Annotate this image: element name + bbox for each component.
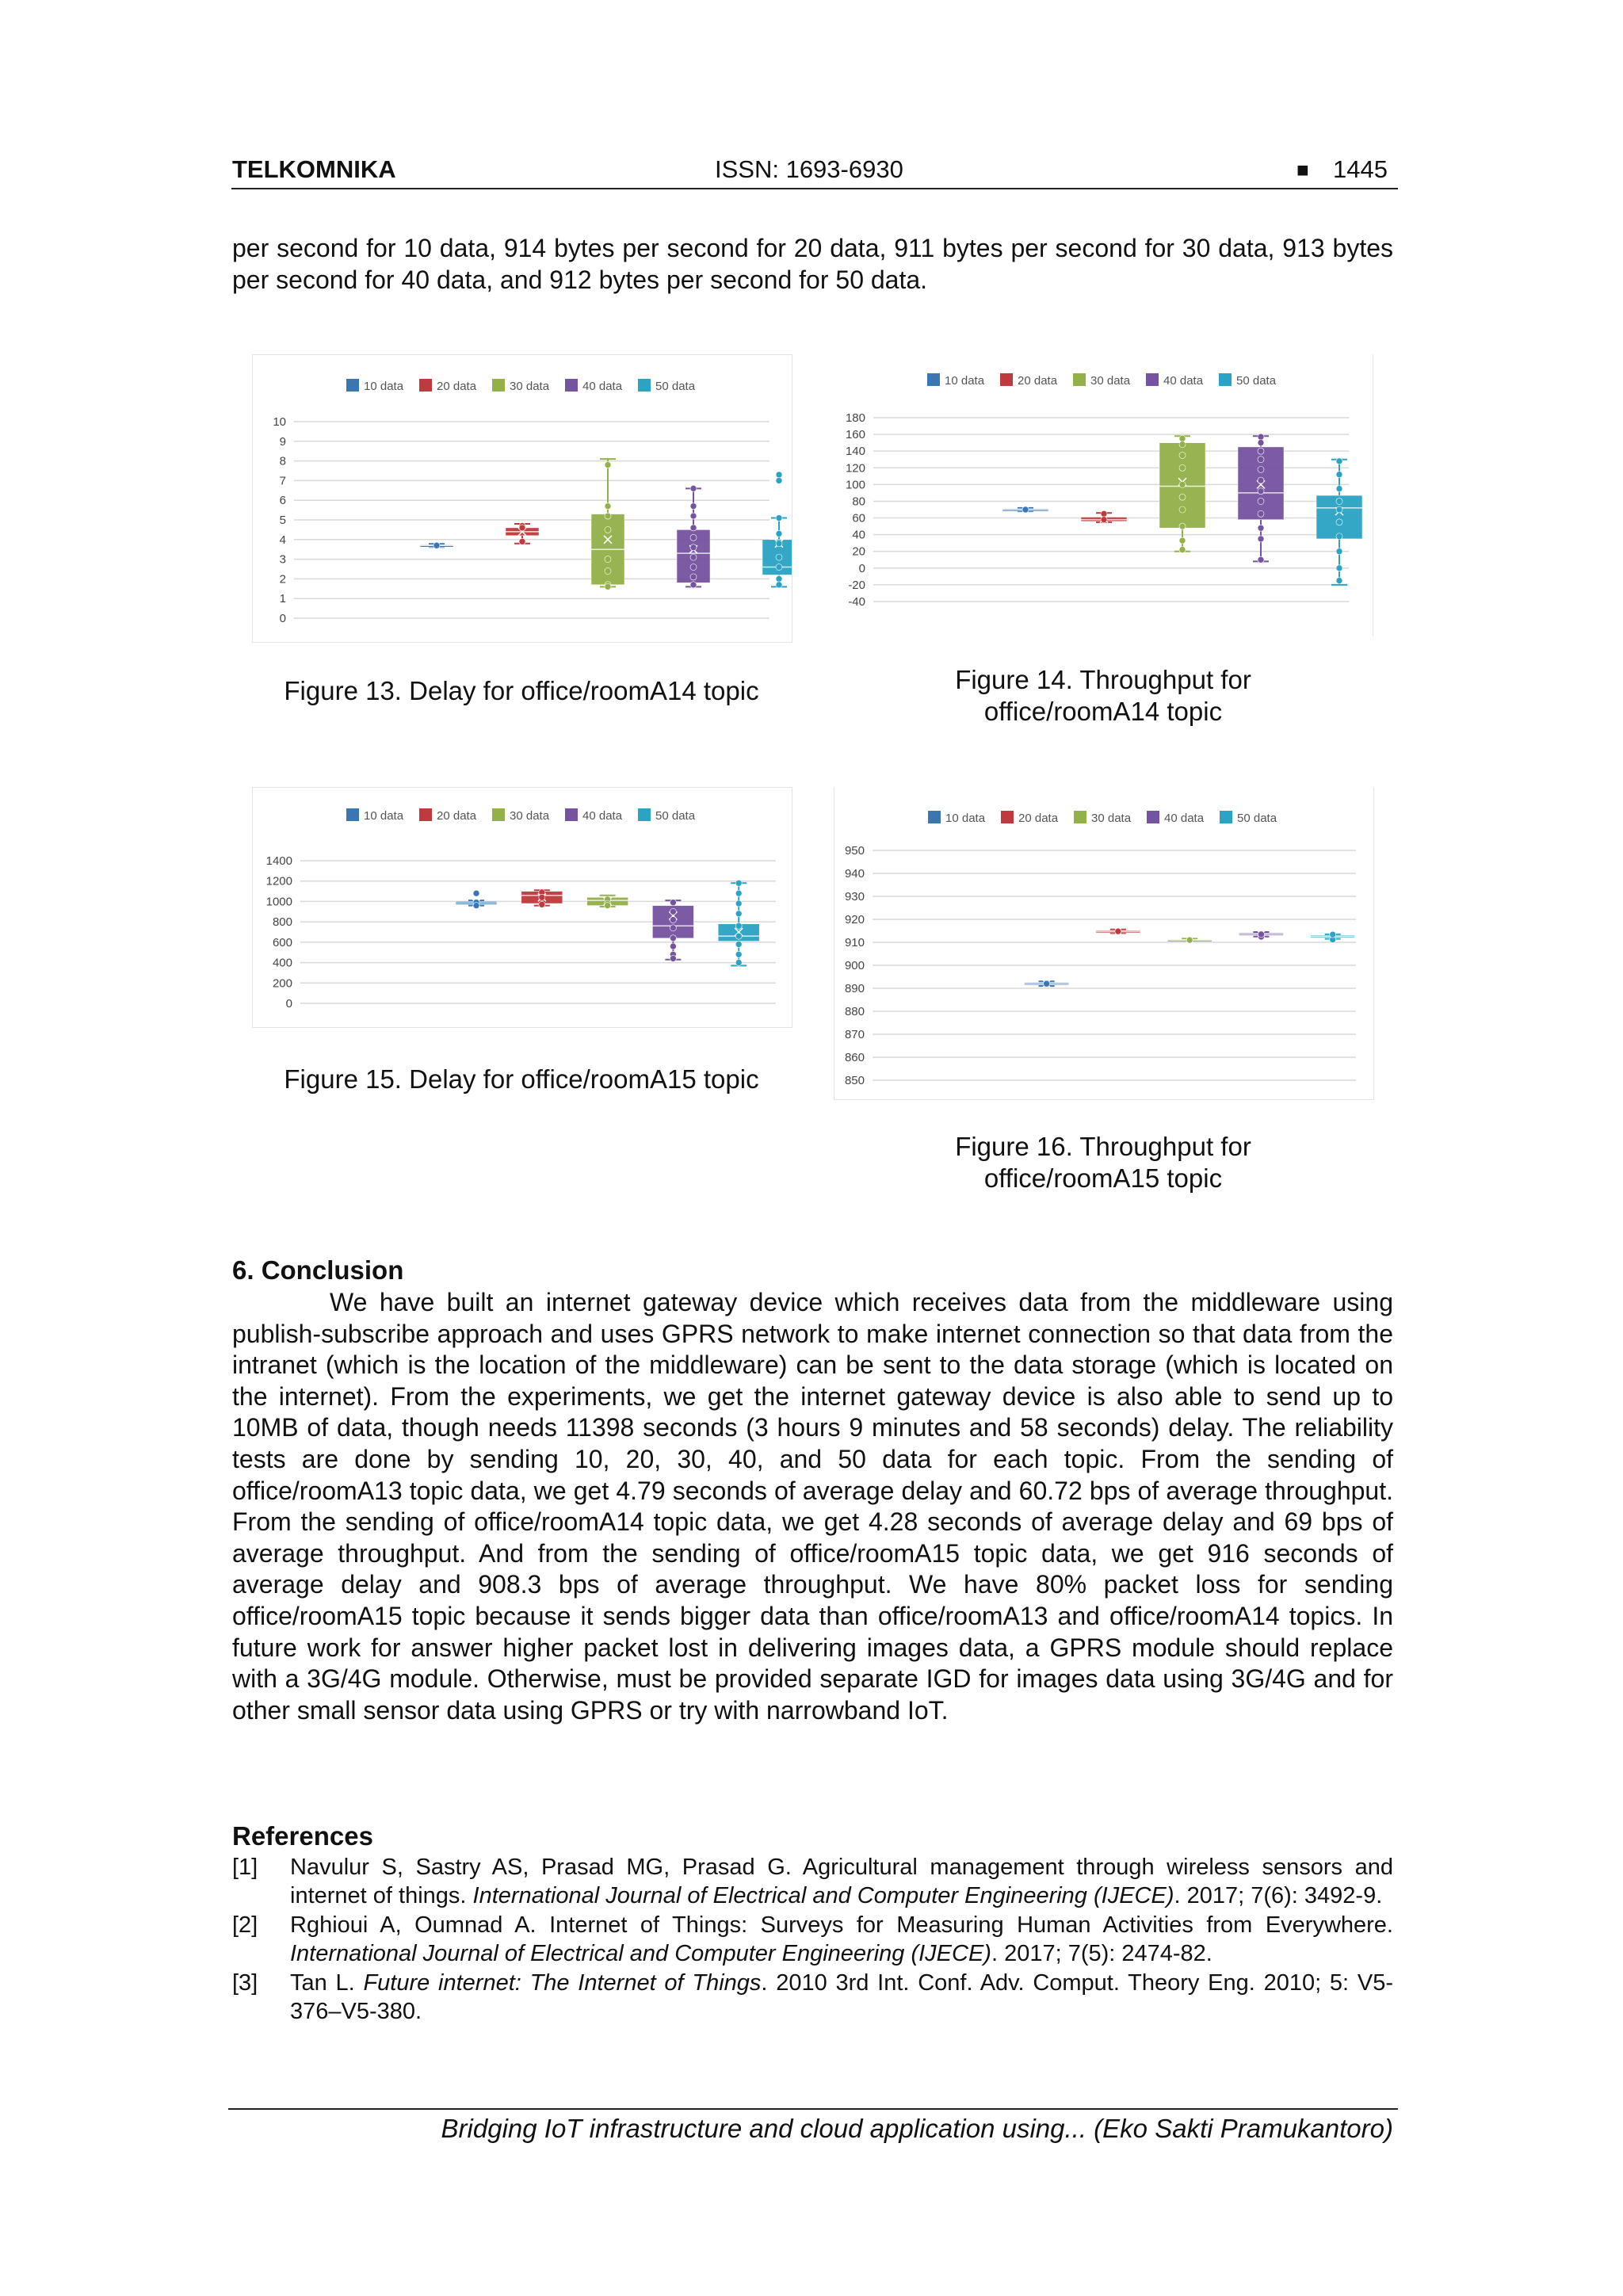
- page-number: 1445: [1333, 155, 1388, 183]
- legend-label: 50 data: [1236, 374, 1277, 388]
- reference-list: [232, 1854, 1393, 2027]
- data-point: [1336, 548, 1342, 555]
- figure-14-caption-line-2: office/roomA14 topic: [983, 697, 1223, 726]
- data-point: [776, 582, 782, 588]
- header-rule: [231, 188, 1398, 189]
- data-point: [670, 955, 676, 961]
- reference-text: [290, 1912, 1393, 1968]
- intro-text: per second for 10 data, 914 bytes per second for 20 data, 911 bytes per second for 30 data, 913 bytes per second for 40 data, and 912 bytes per second for 50 data.: [232, 234, 1393, 294]
- legend-swatch: [1000, 373, 1013, 386]
- box-series-1: [1025, 980, 1069, 988]
- reference-authors: Tan L.: [290, 1970, 364, 1996]
- data-point: [1044, 980, 1050, 987]
- data-point: [1115, 928, 1121, 934]
- data-point: [1336, 519, 1342, 525]
- fig13-svg: [253, 355, 792, 642]
- data-point: [735, 911, 742, 917]
- legend-label: 20 data: [1018, 374, 1058, 388]
- data-point: [735, 890, 742, 896]
- data-point: [519, 525, 525, 531]
- data-point: [1336, 578, 1342, 584]
- reference-authors: Navulur S, Sastry AS, Prasad MG, Prasad G. Agricultural management through wireless sensors and internet of things.: [290, 1855, 1393, 1908]
- legend-label: 10 data: [945, 374, 985, 388]
- legend-label: 30 data: [1091, 812, 1132, 825]
- figure-14-caption-line-1: Figure 14. Throughput for: [955, 665, 1251, 694]
- y-tick-label: 20: [852, 544, 865, 559]
- figure-13-chart: [252, 354, 792, 643]
- figure-15-caption: Figure 15. Delay for office/roomA15 topic: [284, 1064, 759, 1094]
- legend-swatch: [565, 379, 578, 392]
- data-point: [1258, 525, 1264, 531]
- figure-13-caption: Figure 13. Delay for office/roomA14 topic: [284, 676, 759, 705]
- data-point: [605, 567, 611, 574]
- data-point: [1258, 510, 1264, 517]
- fig16-svg: [834, 787, 1373, 1099]
- legend-swatch: [1001, 811, 1014, 823]
- data-point: [670, 908, 676, 915]
- legend-label: 50 data: [1237, 812, 1277, 825]
- data-point: [1022, 506, 1029, 513]
- reference-number: [1]: [232, 1855, 258, 1880]
- data-point: [735, 933, 742, 939]
- conclusion-paragraph: [232, 1287, 1393, 1726]
- data-point: [776, 564, 782, 571]
- legend-swatch: [419, 808, 432, 821]
- y-tick-label: 910: [844, 936, 865, 949]
- y-tick-label: -20: [848, 578, 865, 592]
- data-point: [776, 530, 782, 537]
- box-series-1: [420, 541, 453, 549]
- reference-text: [290, 1854, 1393, 1910]
- reference-item: [232, 1854, 1393, 1910]
- data-point: [539, 901, 545, 907]
- y-tick-label: 120: [845, 461, 865, 476]
- data-point: [1258, 466, 1264, 472]
- legend-label: 40 data: [582, 809, 623, 823]
- y-tick-label: 160: [845, 428, 865, 442]
- data-point: [735, 951, 742, 957]
- y-tick-label: 950: [844, 844, 865, 858]
- box-series-4: [1239, 930, 1283, 940]
- data-point: [1179, 441, 1186, 448]
- box-series-5: [718, 880, 759, 965]
- data-point: [735, 941, 742, 947]
- legend-label: 10 data: [945, 812, 986, 825]
- chart-legend: [346, 808, 696, 823]
- data-point: [670, 935, 676, 942]
- conclusion-text: We have built an internet gateway device which receives data from the middleware using publish-subscribe approach and uses GPRS network to make internet connection so that data from the intranet (which is the location of the middleware) can be sent to the data storage (which is located on the internet). From the experiments, we get the internet gateway device is also able to send up to 10MB of data, though needs 11398 seconds (3 hours 9 minutes and 58 seconds) delay. The reliability tests are done by sending 10, 20, 30, 40, and 50 data for each topic. From the sending of office/roomA13 topic data, we get 4.79 seconds of average delay and 60.72 bps of average throughput. From the sending of office/roomA14 topic data, we get 4.28 seconds of average delay and 69 bps of average throughput. And from the sending of office/roomA15 topic data, we get 916 seconds of average delay and 908.3 bps of average throughput. We have 80% packet loss for sending office/roomA15 topic because it sends bigger data than office/roomA13 and office/roomA14 topics. In future work for answer higher packet lost in delivering images data, a GPRS module should replace with a 3G/4G module. Otherwise, must be provided separate IGD for images data using 3G/4G and for other small sensor data using GPRS or try with narrowband IoT.: [232, 1288, 1393, 1725]
- box-series-2: [1096, 927, 1140, 935]
- running-footer: Bridging IoT infrastructure and cloud application using... (Eko Sakti Pramukantoro): [441, 2114, 1393, 2143]
- data-point: [690, 503, 697, 510]
- y-tick-label: 600: [272, 935, 292, 949]
- box-series-1: [456, 890, 497, 908]
- data-point: [1179, 435, 1186, 441]
- data-point: [1336, 533, 1342, 540]
- y-tick-label: 1200: [265, 874, 292, 888]
- y-tick-label: 860: [844, 1051, 865, 1064]
- square-bullet-icon: ■: [1296, 158, 1309, 181]
- data-point: [605, 503, 611, 510]
- y-tick-label: 140: [845, 445, 865, 459]
- y-tick-label: 1: [279, 592, 286, 606]
- legend-label: 30 data: [1090, 374, 1131, 388]
- footer-rule: [228, 2108, 1398, 2110]
- data-point: [690, 513, 697, 519]
- data-point: [1179, 481, 1186, 487]
- data-point: [690, 574, 697, 580]
- chart-legend: [346, 379, 696, 393]
- box-series-5: [762, 472, 792, 588]
- legend-swatch: [492, 808, 505, 821]
- y-tick-label: 100: [845, 478, 865, 492]
- y-tick-label: 40: [852, 528, 865, 542]
- legend-swatch: [346, 808, 359, 821]
- data-point: [735, 960, 742, 966]
- legend-label: 10 data: [364, 380, 404, 393]
- legend-swatch: [928, 811, 941, 823]
- reference-venue: Future internet: The Internet of Things: [363, 1970, 762, 1996]
- y-tick-label: 0: [279, 612, 286, 625]
- y-tick-label: 870: [844, 1028, 865, 1041]
- legend-label: 50 data: [655, 809, 696, 823]
- legend-label: 20 data: [1018, 812, 1059, 825]
- y-tick-label: 800: [272, 915, 292, 930]
- data-point: [1258, 434, 1264, 440]
- legend-swatch: [346, 379, 359, 392]
- legend-swatch: [1146, 373, 1159, 386]
- y-tick-label: 4: [279, 533, 286, 547]
- legend-label: 20 data: [437, 809, 477, 823]
- reference-number: [3]: [232, 1970, 258, 1996]
- reference-item: [232, 1969, 1393, 2026]
- references-heading: References: [232, 1821, 373, 1851]
- data-point: [1101, 517, 1107, 523]
- figure-14-caption: [834, 664, 1373, 728]
- legend-swatch: [1074, 811, 1086, 823]
- intro-paragraph: [232, 233, 1393, 296]
- data-point: [670, 943, 676, 949]
- data-point: [1258, 488, 1264, 495]
- data-point: [605, 526, 611, 533]
- data-point: [1258, 440, 1264, 446]
- data-point: [1179, 464, 1186, 471]
- data-point: [473, 890, 479, 896]
- data-point: [605, 583, 611, 590]
- data-point: [1258, 556, 1264, 563]
- box-series-5: [1311, 931, 1355, 942]
- data-point: [1336, 458, 1342, 464]
- data-point: [776, 472, 782, 478]
- data-point: [1179, 452, 1186, 458]
- data-point: [605, 462, 611, 468]
- data-point: [690, 564, 697, 571]
- legend-swatch: [1073, 373, 1086, 386]
- legend-label: 40 data: [582, 380, 623, 393]
- data-point: [1336, 506, 1342, 513]
- data-point: [519, 538, 525, 544]
- data-point: [1179, 537, 1186, 544]
- y-tick-label: 920: [844, 913, 865, 926]
- data-point: [690, 525, 697, 531]
- figure-16-caption-line-2: office/roomA15 topic: [983, 1163, 1223, 1193]
- y-tick-label: 880: [844, 1005, 865, 1018]
- fig15-svg: [253, 788, 792, 1027]
- data-point: [776, 554, 782, 560]
- y-tick-label: 80: [852, 495, 865, 509]
- data-point: [1258, 498, 1264, 504]
- box-series-5: [1316, 458, 1362, 585]
- fig14-svg: [834, 354, 1373, 636]
- y-tick-label: 0: [285, 997, 292, 1010]
- legend-swatch: [565, 808, 578, 821]
- data-point: [1258, 477, 1264, 483]
- y-tick-label: 850: [844, 1074, 865, 1087]
- box-series-3: [591, 459, 624, 590]
- y-tick-label: -40: [848, 595, 865, 609]
- y-tick-label: 3: [279, 552, 286, 567]
- legend-label: 30 data: [510, 809, 550, 823]
- data-point: [1330, 931, 1336, 938]
- data-point: [1336, 486, 1342, 492]
- data-point: [1179, 506, 1186, 513]
- y-tick-label: 1400: [265, 854, 292, 868]
- data-point: [605, 903, 611, 909]
- legend-label: 40 data: [1163, 374, 1204, 388]
- box-series-2: [506, 522, 539, 544]
- data-point: [776, 575, 782, 582]
- reference-text: [290, 1969, 1393, 2026]
- legend-swatch: [492, 379, 505, 392]
- data-point: [690, 554, 697, 560]
- y-tick-label: 200: [272, 976, 292, 991]
- data-point: [690, 534, 697, 541]
- data-point: [1258, 448, 1264, 454]
- legend-label: 20 data: [437, 380, 477, 393]
- y-tick-label: 6: [279, 494, 286, 508]
- box-series-3: [587, 896, 628, 909]
- legend-label: 10 data: [364, 809, 404, 823]
- data-point: [473, 903, 479, 909]
- box-series-1: [1002, 506, 1048, 514]
- reference-venue: International Journal of Electrical and Computer Engineering (IJECE): [290, 1940, 991, 1966]
- data-point: [670, 900, 676, 906]
- y-tick-label: 180: [845, 411, 865, 425]
- data-point: [776, 541, 782, 547]
- legend-swatch: [1219, 373, 1232, 386]
- figure-14-chart: [834, 354, 1373, 636]
- data-point: [670, 925, 676, 931]
- legend-swatch: [1220, 811, 1232, 823]
- y-tick-label: 60: [852, 511, 865, 525]
- legend-swatch: [638, 808, 651, 821]
- reference-details: . 2010 3rd Int. Conf. Adv. Comput. Theory Eng. 2010; 5: V5-376–V5-380.: [290, 1970, 1393, 2024]
- running-header-journal: TELKOMNIKA: [232, 155, 396, 183]
- data-point: [1336, 472, 1342, 478]
- legend-label: 50 data: [655, 380, 696, 393]
- reference-details: . 2017; 7(5): 2474-82.: [991, 1940, 1212, 1966]
- box-series-2: [1081, 510, 1127, 522]
- data-point: [1179, 494, 1186, 500]
- data-point: [735, 900, 742, 907]
- figure-15-chart: [252, 787, 792, 1028]
- legend-label: 30 data: [510, 380, 550, 393]
- chart-legend: [928, 811, 1277, 825]
- figure-16-caption: [834, 1131, 1373, 1194]
- legend-swatch: [927, 373, 940, 386]
- data-point: [1258, 931, 1264, 938]
- data-point: [1179, 523, 1186, 529]
- reference-item: [232, 1912, 1393, 1968]
- figure-16-caption-line-1: Figure 16. Throughput for: [955, 1132, 1251, 1161]
- data-point: [776, 515, 782, 521]
- y-tick-label: 940: [844, 867, 865, 881]
- box-series-4: [652, 900, 693, 962]
- legend-swatch: [1147, 811, 1159, 823]
- y-tick-label: 9: [279, 434, 286, 449]
- y-tick-label: 7: [279, 474, 286, 488]
- y-tick-label: 1000: [265, 895, 292, 909]
- conclusion-heading: 6. Conclusion: [232, 1255, 404, 1285]
- data-point: [1258, 536, 1264, 542]
- data-point: [433, 542, 440, 548]
- data-point: [735, 880, 742, 886]
- y-tick-label: 5: [279, 514, 286, 527]
- reference-number: [2]: [232, 1912, 258, 1938]
- data-point: [690, 485, 697, 491]
- legend-swatch: [419, 379, 432, 392]
- data-point: [1186, 937, 1193, 943]
- running-header-issn: ISSN: 1693-6930: [715, 155, 903, 183]
- y-tick-label: 890: [844, 982, 865, 995]
- data-point: [1336, 498, 1342, 504]
- chart-legend: [927, 373, 1277, 388]
- legend-label: 40 data: [1164, 812, 1205, 825]
- data-point: [735, 923, 742, 929]
- data-point: [670, 917, 676, 923]
- box-series-2: [521, 889, 563, 907]
- y-tick-label: 930: [844, 890, 865, 904]
- data-point: [1179, 547, 1186, 553]
- data-point: [1336, 565, 1342, 571]
- data-point: [1101, 510, 1107, 517]
- data-point: [1258, 457, 1264, 463]
- reference-venue: International Journal of Electrical and Computer Engineering (IJECE): [472, 1882, 1174, 1908]
- y-tick-label: 900: [844, 959, 865, 972]
- y-tick-label: 0: [858, 561, 865, 575]
- y-tick-label: 10: [273, 415, 286, 429]
- y-tick-label: 2: [279, 572, 286, 586]
- data-point: [605, 513, 611, 519]
- data-point: [690, 544, 697, 551]
- y-tick-label: 8: [279, 454, 286, 468]
- figure-16-chart: [834, 787, 1374, 1100]
- data-point: [776, 477, 782, 483]
- data-point: [539, 894, 545, 900]
- data-point: [605, 556, 611, 563]
- box-series-4: [1238, 434, 1284, 563]
- y-tick-label: 400: [272, 956, 292, 970]
- data-point: [690, 582, 697, 588]
- legend-swatch: [638, 379, 651, 392]
- reference-authors: Rghioui A, Oumnad A. Internet of Things: Surveys for Measuring Human Activities from Everywhere.: [290, 1912, 1393, 1938]
- reference-details: . 2017; 7(6): 3492-9.: [1174, 1882, 1383, 1908]
